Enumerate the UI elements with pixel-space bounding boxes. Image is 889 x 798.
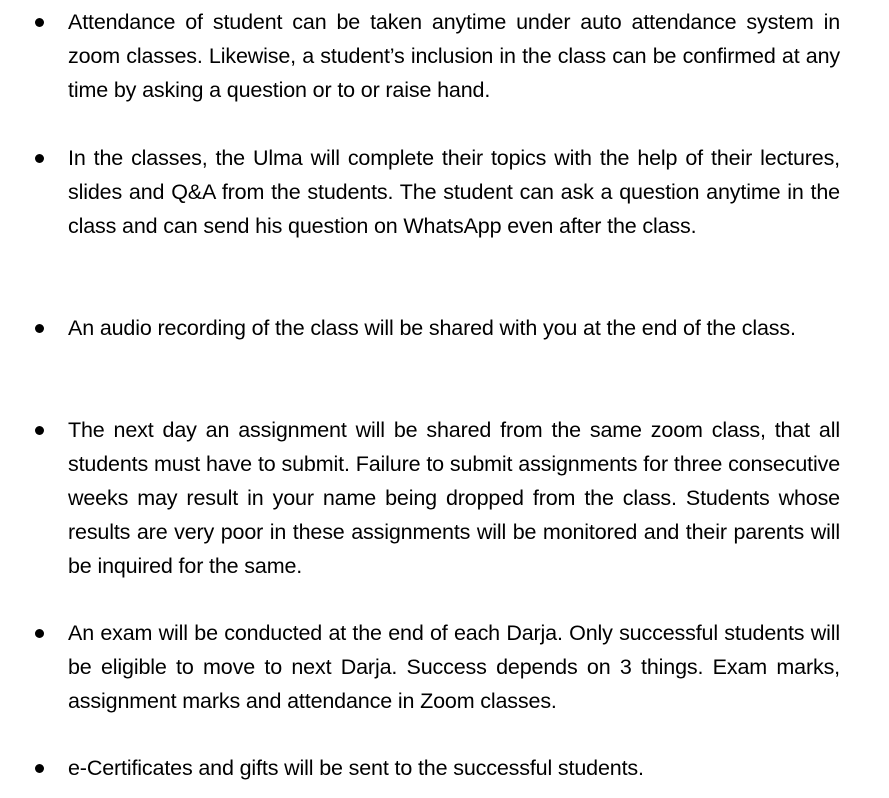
list-item-text: Attendance of student can be taken anytime under auto attendance system in zoom classes. Likewise, a student’s inclusion in the class can be confirmed at any time by asking a question or to or raise hand.	[68, 10, 840, 102]
list-item-attendance	[68, 5, 840, 107]
list-item-exam	[68, 616, 840, 718]
list-item-assignments	[68, 413, 840, 583]
bullet-point-icon	[35, 154, 44, 163]
list-item-text: e-Certificates and gifts will be sent to the successful students.	[68, 756, 644, 780]
list-item-text: In the classes, the Ulma will complete their topics with the help of their lectures, slides and Q&A from the students. The student can ask a question anytime in the class and can send his question on WhatsApp even after the class.	[68, 146, 840, 238]
list-item-text: An audio recording of the class will be shared with you at the end of the class.	[68, 316, 796, 340]
list-item-audio-recording	[68, 311, 840, 345]
list-item-certificates	[68, 751, 840, 785]
bullet-point-icon	[35, 324, 44, 333]
bullet-point-icon	[35, 426, 44, 435]
list-item-text: The next day an assignment will be shared from the same zoom class, that all students must have to submit. Failure to submit assignments for three consecutive weeks may result in your name being dropped from the class. Students whose results are very poor in these assignments will be monitored and their parents will be inquired for the same.	[68, 418, 840, 578]
bullet-point-icon	[35, 764, 44, 773]
list-item-text: An exam will be conducted at the end of each Darja. Only successful students will be eligible to move to next Darja. Success depends on 3 things. Exam marks, assignment marks and attendance in Zoom classes.	[68, 621, 840, 713]
bullet-point-icon	[35, 629, 44, 638]
list-item-classes	[68, 141, 840, 243]
bullet-point-icon	[35, 18, 44, 27]
